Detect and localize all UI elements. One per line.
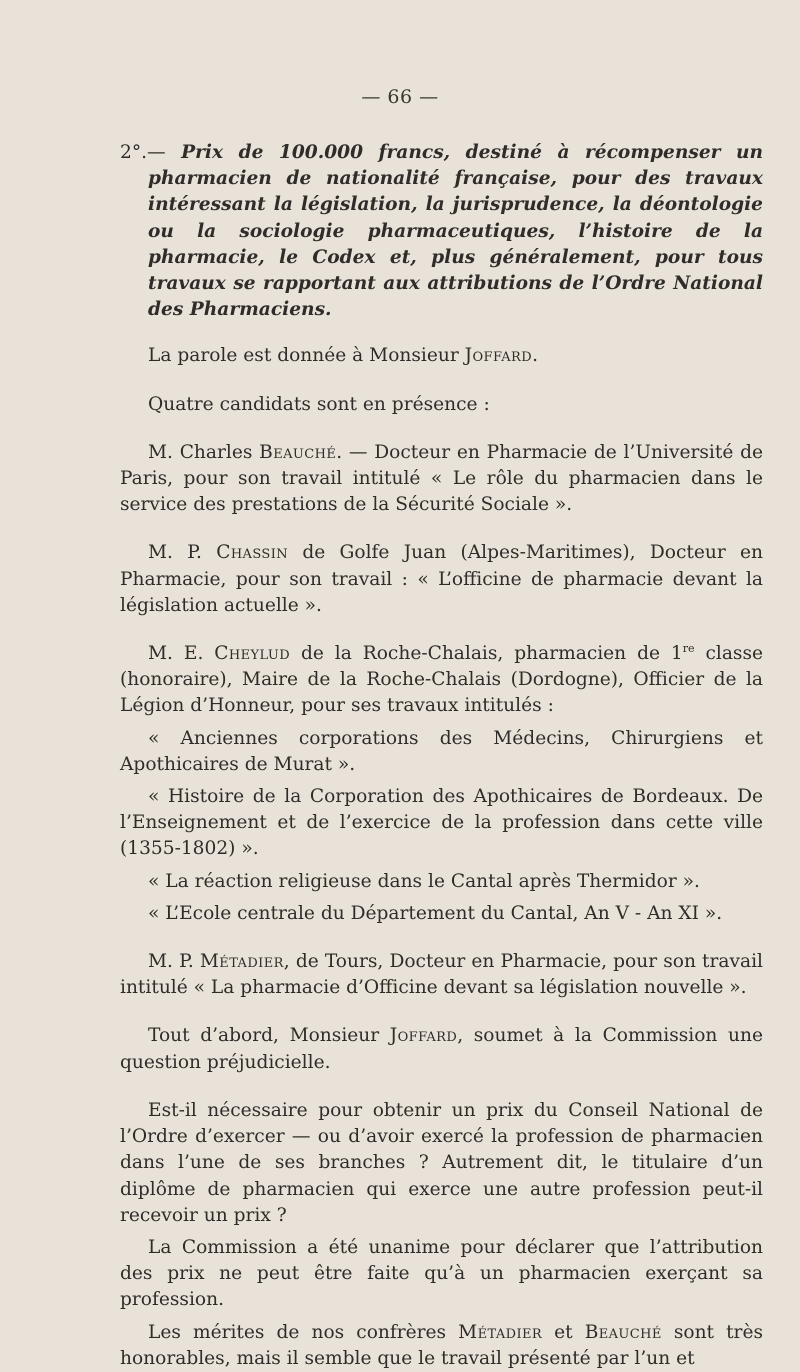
candidate-text: de la Roche-Chalais, pharmacien de 1 [290,643,683,665]
discussion-conjunction: et [542,1321,585,1343]
speaker-paragraph [120,343,763,369]
candidate-text: . — Docteur en Pharmacie de l’Université de Paris, pour son travail intitulé « Le rôle du pharmacien dans le service des prestations de la Sécurité Sociale ». [120,441,763,516]
class-superscript: re [682,641,695,655]
discussion-paragraph-2: Est-il nécessaire pour obtenir un prix du Conseil National de l’Ordre d’exercer — ou d’avoir exercé la profession de pharmacien dans l’une de ses branches ? Autrement dit, le titulaire d’un diplôme de pharmacien qui exerce une autre profession peut-il recevoir un prix ? [120,1099,763,1226]
page-body [120,140,763,1372]
candidate-prefix: M. P. [148,951,200,973]
discussion-paragraph-3: La Commission a été unanime pour déclarer que l’attribution des prix ne peut être faite qu’à un pharmacien exerçant sa profession. [120,1236,763,1311]
candidate-text: de Golfe Juan (Alpes-Maritimes), Docteur en Pharmacie, pour son travail : « L’officine de pharmacie devant la législation actuelle ». [120,542,763,616]
candidate-prefix: M. E. [148,643,215,665]
discussion-text-continued: , soumet à la Commission une question préjudicielle. [120,1025,763,1073]
discussion-text: Les mérites de nos confrères [148,1321,459,1343]
discussion-name: Beauché [584,1321,662,1343]
discussion-name: Joffard [389,1025,458,1047]
prize-description: Prix de 100.000 francs, destiné à récompenser un pharmacien de nationalité française, pour des travaux intéressant la législation, la jurisprudence, la déontologie ou la sociologie pharmaceutiques, l’histoire de la pharmacie, le Codex et, plus généralement, pour tous travaux se rapportant aux attributions de l’Ordre National des Pharmaciens. [148,142,763,321]
candidate-cheylud [120,641,763,720]
prize-heading [120,140,763,323]
speaker-name: Joffard [464,345,533,367]
speaker-suffix: . [532,345,538,367]
candidate-metadier [120,949,763,1001]
cheylud-work-1: « Anciennes corporations des Médecins, Chirurgiens et Apothicaires de Murat ». [120,727,763,775]
speaker-prefix: La parole est donnée à Monsieur [148,345,465,367]
candidate-chassin [120,540,763,619]
discussion-name: Métadier [458,1321,543,1343]
candidate-text: , de Tours, Docteur en Pharmacie, pour son travail intitulé « La pharmacie d’Officine devant sa législation nouvelle ». [120,951,763,999]
candidate-name: Métadier [199,951,284,973]
candidate-name: Chassin [216,542,289,564]
cheylud-work-3: « La réaction religieuse dans le Cantal après Thermidor ». [148,870,700,892]
cheylud-work-2: « Histoire de la Corporation des Apothicaires de Bordeaux. De l’Enseignement et de l’exercice de la profession dans cette ville (1355-1802) ». [120,786,763,860]
candidate-name: Beauché [259,441,337,463]
discussion-paragraph-4 [120,1320,763,1372]
candidates-intro: Quatre candidats sont en présence : [148,393,490,415]
discussion-paragraph-1 [120,1023,763,1075]
candidate-beauche [120,440,763,519]
candidate-name: Cheylud [214,643,291,665]
page-number: — 66 — [361,86,439,108]
discussion-text: Tout d’abord, Monsieur [148,1025,390,1047]
candidate-prefix: M. P. [148,542,217,564]
candidate-prefix: M. Charles [148,441,260,463]
candidate-text-continued: classe (honoraire), Maire de la Roche-Chalais (Dordogne), Officier de la Légion d’Honneur, pour ses travaux intitulés : [120,643,763,717]
prize-number: 2°.— [120,142,166,163]
discussion-text-continued: sont très honorables, mais il semble que le travail présenté par l’un et [120,1321,763,1369]
cheylud-work-4: « L’Ecole centrale du Département du Cantal, An V - An XI ». [148,902,723,924]
